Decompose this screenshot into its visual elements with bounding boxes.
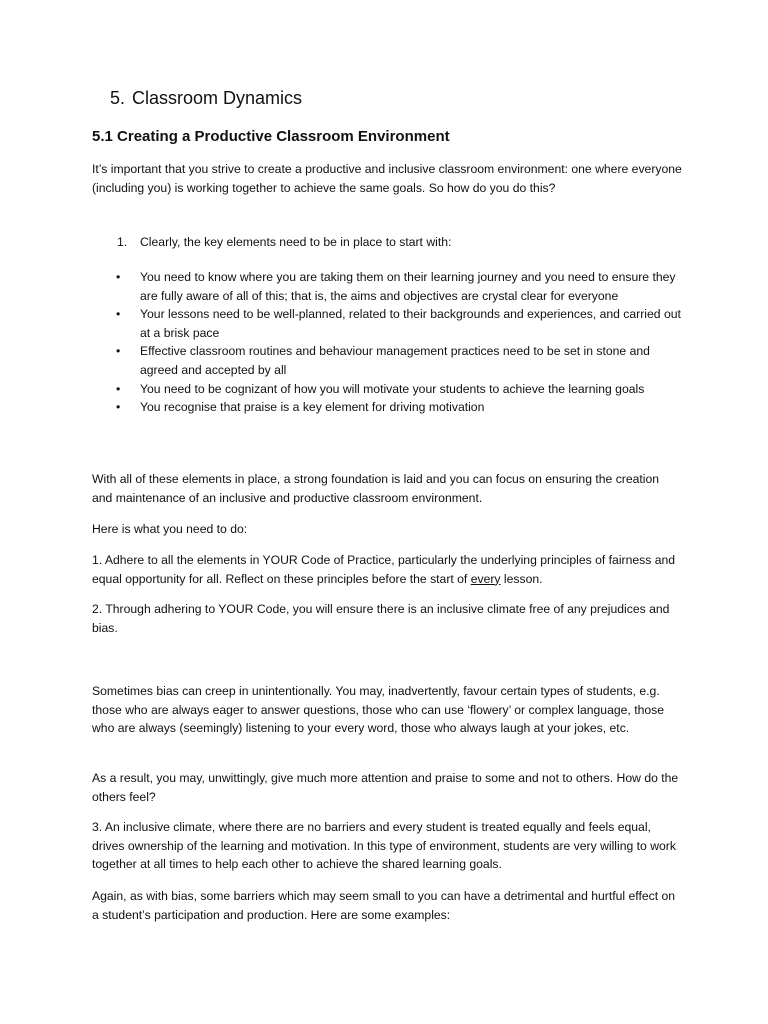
list-item: • Your lessons need to be well-planned, related to their backgrounds and experiences, and carried out at a brisk pace [116, 307, 681, 340]
bullet-list [92, 268, 682, 417]
bullet-icon: • [116, 307, 121, 322]
list-item: • You need to be cognizant of how you will motivate your students to achieve the learning goals [92, 380, 682, 399]
bullet-icon: • [116, 344, 121, 359]
section-heading [110, 88, 302, 109]
numbered-item-number: 1. [117, 235, 128, 249]
emphasis-every: every [470, 571, 501, 586]
list-item: • Effective classroom routines and behaviour management practices need to be set in stone and agreed and accepted by all [116, 344, 650, 377]
list-item: • You recognise that praise is a key element for driving motivation [92, 398, 682, 417]
bias-paragraph: Sometimes bias can creep in unintentionally. You may, inadvertently, favour certain types of students, e.g. those who are always eager to answer questions, those who can use ‘flowery’ or complex language, those who are always (seemingly) listening to your every word, those who always laugh at your jokes, etc. [92, 684, 665, 736]
point-1-paragraph: 1. Adhere to all the elements in YOUR Code of Practice, particularly the underlying principles of fairness and equal opportunity for all. Reflect on these principles before the start of every lesson. [92, 553, 676, 586]
numbered-item [117, 233, 451, 252]
point-3-paragraph: 3. An inclusive climate, where there are no barriers and every student is treated equally and feels equal, drives ownership of the learning and motivation. In this type of environment, students are very willing to work together at all times to help each other to achieve the shared learning goals. [92, 820, 676, 872]
section-title: Classroom Dynamics [132, 88, 303, 108]
again-paragraph: Again, as with bias, some barriers which may seem small to you can have a detrimental and hurtful effect on a student’s participation and production. Here are some examples: [92, 889, 676, 922]
foundation-paragraph: With all of these elements in place, a strong foundation is laid and you can focus on ensuring the creation and maintenance of an inclusive and productive classroom environment. [92, 472, 660, 505]
subsection-heading: 5.1 Creating a Productive Classroom Environment [92, 128, 450, 145]
bullet-icon: • [116, 400, 121, 415]
result-paragraph: As a result, you may, unwittingly, give much more attention and praise to some and not to others. How do the others feel? [92, 771, 679, 804]
section-number: 5. [110, 88, 126, 108]
bullet-icon: • [116, 381, 121, 396]
bullet-icon: • [116, 270, 121, 284]
here-is-paragraph: Here is what you need to do: [92, 522, 248, 536]
list-item: • You need to know where you are taking them on their learning journey and you need to ensure they are fully aware of all of this; that is, the aims and objectives are crystal clear for everyone [116, 270, 676, 303]
point-2-paragraph: 2. Through adhering to YOUR Code, you will ensure there is an inclusive climate free of any prejudices and bias. [92, 602, 670, 635]
numbered-item-text: Clearly, the key elements need to be in place to start with: [140, 235, 452, 249]
intro-paragraph: It’s important that you strive to create a productive and inclusive classroom environment: one where everyone (including you) is working together to achieve the same goals. So how do you do this? [92, 162, 682, 195]
